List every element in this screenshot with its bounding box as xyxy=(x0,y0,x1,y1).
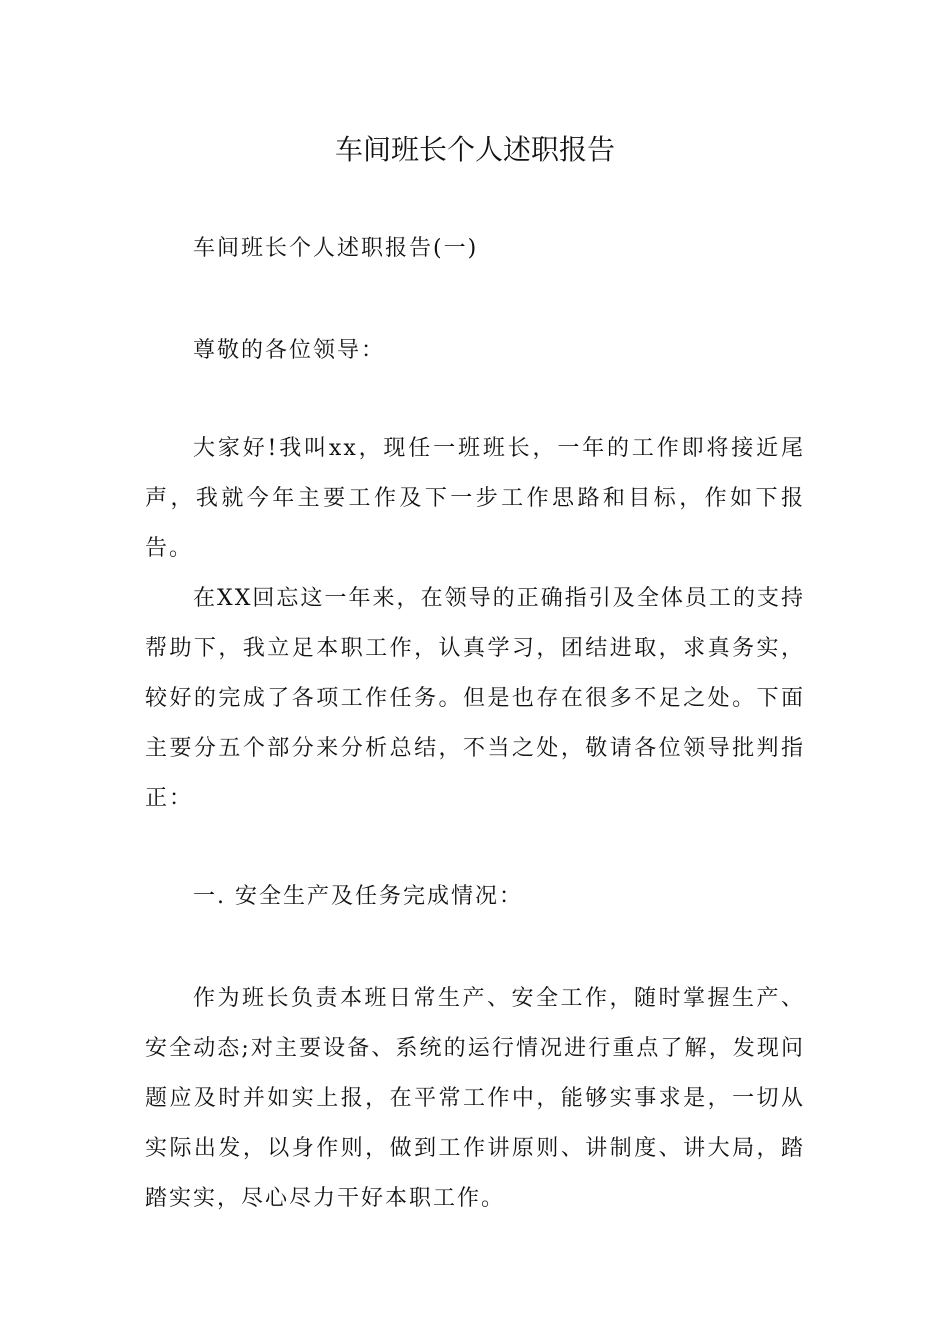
safety-paragraph: 作为班长负责本班日常生产、安全工作，随时掌握生产、安全动态;对主要设备、系统的运行情况进行重点了解，发现问题应及时并如实上报，在平常工作中，能够实事求是，一切从实际出发，以身作则，做到工作讲原则、讲制度、讲大局，踏踏实实，尽心尽力干好本职工作。 xyxy=(145,986,805,1211)
overview-paragraph: 在XX回忘这一年来，在领导的正确指引及全体员工的支持帮助下，我立足本职工作，认真学习，团结进取，求真务实，较好的完成了各项工作任务。但是也存在很多不足之处。下面主要分五个部分来分析总结，不当之处，敬请各位领导批判指正： xyxy=(145,586,805,811)
intro-paragraph: 大家好!我叫xx，现任一班班长，一年的工作即将接近尾声，我就今年主要工作及下一步工作思路和目标，作如下报告。 xyxy=(145,436,805,561)
greeting-line: 尊敬的各位领导： xyxy=(193,338,386,363)
document-subtitle: 车间班长个人述职报告(一) xyxy=(193,236,479,261)
section-heading-safety: 一. 安全生产及任务完成情况： xyxy=(193,884,523,909)
document-title: 车间班长个人述职报告 xyxy=(334,133,615,166)
